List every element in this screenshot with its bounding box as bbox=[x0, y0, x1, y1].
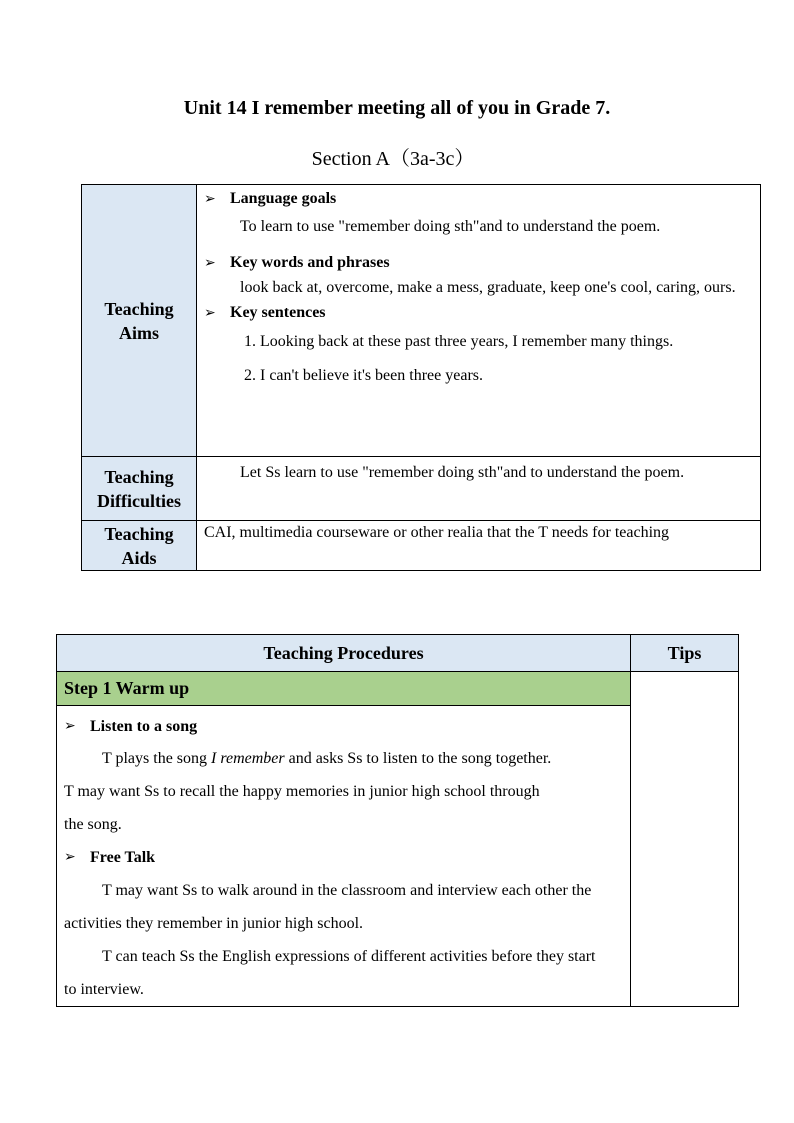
key-sentence-2: 2. I can't believe it's been three years. bbox=[244, 367, 483, 384]
section-subtitle: Section A（3a-3c） bbox=[311, 148, 475, 170]
teaching-aids-label-text: Teaching Aids bbox=[104, 523, 174, 568]
procedures-header: Teaching Procedures bbox=[57, 635, 631, 672]
arrow-bullet-icon: ➢ bbox=[64, 850, 76, 865]
key-words-heading: Key words and phrases bbox=[230, 254, 390, 271]
free-talk-bullet bbox=[64, 841, 623, 874]
teaching-difficulties-content bbox=[197, 457, 761, 521]
teaching-difficulties-text: Let Ss learn to use "remember doing sth"and to understand the poem. bbox=[240, 464, 685, 481]
key-sentences-bullet bbox=[204, 301, 753, 325]
key-sentences-heading: Key sentences bbox=[230, 304, 326, 321]
teaching-difficulties-label bbox=[82, 457, 197, 521]
listen-song-bullet bbox=[64, 712, 623, 742]
teaching-difficulties-label-text: Teaching Difficulties bbox=[97, 466, 181, 511]
teaching-aims-content bbox=[197, 185, 761, 457]
key-words-text: look back at, overcome, make a mess, graduate, keep one's cool, caring, ours. bbox=[240, 279, 736, 296]
arrow-bullet-icon: ➢ bbox=[204, 191, 216, 207]
step-1-body bbox=[57, 706, 631, 1007]
teaching-procedures-table bbox=[56, 634, 739, 1007]
listen-song-text-after: and asks Ss to listen to the song together. T may want Ss to recall the happy memories in junior high school through the song. bbox=[64, 750, 552, 833]
arrow-bullet-icon: ➢ bbox=[204, 255, 216, 271]
listen-song-heading: Listen to a song bbox=[90, 718, 198, 735]
teaching-aims-table bbox=[81, 184, 761, 571]
song-title: I remember bbox=[211, 750, 285, 767]
teaching-aids-content bbox=[197, 521, 761, 571]
step-1-title: Step 1 Warm up bbox=[57, 672, 631, 706]
key-sentence-1: 1. Looking back at these past three years, I remember many things. bbox=[244, 333, 674, 350]
free-talk-heading: Free Talk bbox=[90, 849, 156, 866]
free-talk-text-2: T can teach Ss the English expressions of different activities before they start to interview. bbox=[64, 948, 596, 998]
teaching-aims-label-text: Teaching Aims bbox=[104, 298, 174, 343]
tips-header: Tips bbox=[631, 635, 739, 672]
language-goals-heading: Language goals bbox=[230, 190, 337, 207]
document-title: Unit 14 I remember meeting all of you in Grade 7. bbox=[183, 97, 611, 119]
listen-song-text bbox=[64, 742, 623, 841]
key-words-bullet bbox=[204, 251, 753, 275]
language-goals-text: To learn to use "remember doing sth"and to understand the poem. bbox=[240, 218, 661, 235]
tips-cell bbox=[631, 672, 739, 1007]
arrow-bullet-icon: ➢ bbox=[204, 305, 216, 321]
teaching-aids-label bbox=[82, 521, 197, 571]
arrow-bullet-icon: ➢ bbox=[64, 719, 76, 734]
listen-song-text-before: T plays the song bbox=[102, 750, 212, 767]
teaching-aims-label bbox=[82, 185, 197, 457]
teaching-aids-text: CAI, multimedia courseware or other realia that the T needs for teaching bbox=[204, 524, 670, 541]
free-talk-text-1: T may want Ss to walk around in the classroom and interview each other the activities they remember in junior high school. bbox=[64, 882, 592, 932]
language-goals-bullet bbox=[204, 187, 753, 211]
